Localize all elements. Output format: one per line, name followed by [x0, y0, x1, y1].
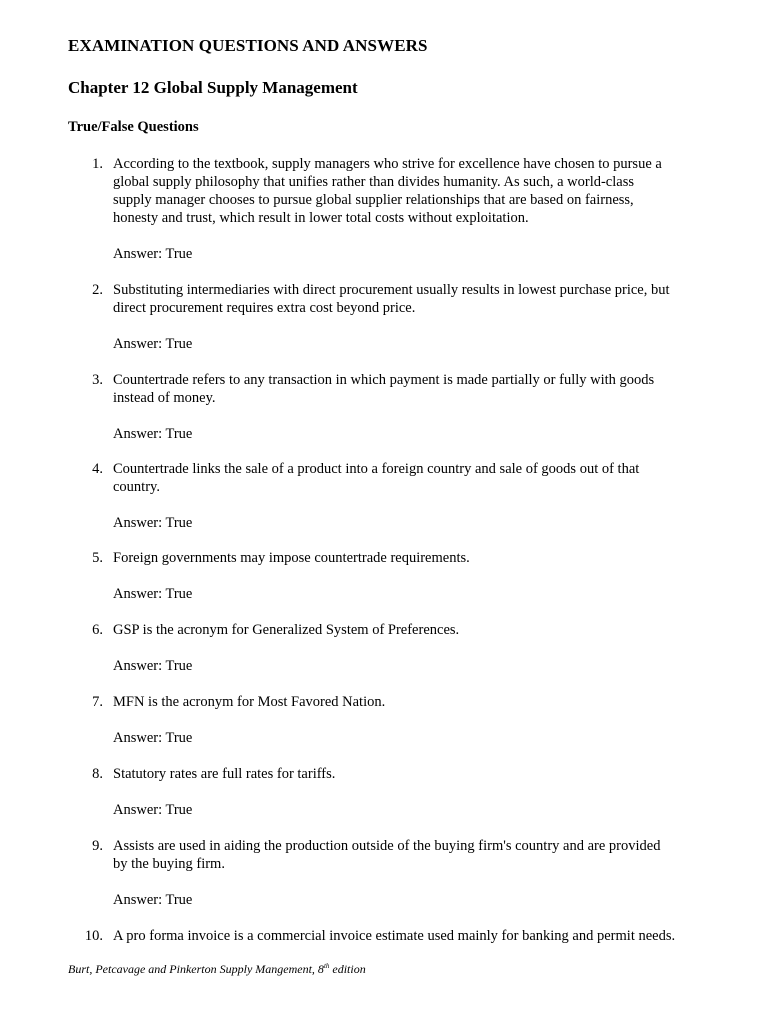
question-text-line: GSP is the acronym for Generalized System of Preferences.: [113, 622, 460, 638]
question-text-line: Countertrade links the sale of a product into a foreign country and sale of goods out of that: [113, 461, 640, 477]
question-answer: Answer: True: [113, 892, 193, 908]
question-answer: Answer: True: [113, 586, 193, 602]
question-number: 6.: [92, 622, 103, 638]
question-answer: Answer: True: [113, 658, 193, 674]
question-text-line: global supply philosophy that unifies rather than divides humanity. As such, a world-class: [113, 174, 634, 190]
question-text-line: According to the textbook, supply managers who strive for excellence have chosen to pursue a: [113, 156, 662, 172]
question-number: 10.: [84, 928, 103, 944]
question-text-line: Substituting intermediaries with direct procurement usually results in lowest purchase price, but: [113, 282, 670, 298]
question-text-line: MFN is the acronym for Most Favored Nation.: [113, 694, 386, 710]
question-text-line: Foreign governments may impose countertrade requirements.: [113, 550, 470, 566]
page-footer: [68, 962, 366, 977]
question-answer: Answer: True: [113, 336, 193, 352]
question-answer: Answer: True: [113, 246, 193, 262]
question-text-line: country.: [113, 479, 160, 495]
question-number: 7.: [92, 694, 103, 710]
question-text-line: A pro forma invoice is a commercial invoice estimate used mainly for banking and permit needs.: [113, 928, 676, 944]
chapter-title: Chapter 12 Global Supply Management: [68, 78, 358, 97]
question-answer: Answer: True: [113, 426, 193, 442]
question-text-line: honesty and trust, which result in lower total costs without exploitation.: [113, 210, 529, 226]
footer-superscript: th: [323, 962, 330, 970]
question-answer: Answer: True: [113, 515, 193, 531]
question-text-line: supply manager chooses to pursue global supplier relationships that are based on fairness,: [113, 192, 634, 208]
question-number: 1.: [92, 156, 103, 172]
question-text-line: Countertrade refers to any transaction in which payment is made partially or fully with goods: [113, 372, 655, 388]
question-text-line: Statutory rates are full rates for tariffs.: [113, 766, 336, 782]
section-title: True/False Questions: [68, 119, 199, 135]
footer-text: Burt, Petcavage and Pinkerton Supply Mangement, 8: [68, 962, 324, 976]
question-number: 5.: [92, 550, 103, 566]
question-text-line: Assists are used in aiding the production outside of the buying firm's country and are provided: [113, 838, 661, 854]
question-number: 4.: [92, 461, 103, 477]
question-text-line: instead of money.: [113, 390, 216, 406]
question-number: 9.: [92, 838, 103, 854]
question-number: 2.: [92, 282, 103, 298]
question-text-line: by the buying firm.: [113, 856, 225, 872]
question-number: 8.: [92, 766, 103, 782]
document-title: EXAMINATION QUESTIONS AND ANSWERS: [68, 36, 428, 55]
question-answer: Answer: True: [113, 802, 193, 818]
question-number: 3.: [92, 372, 103, 388]
question-text-line: direct procurement requires extra cost beyond price.: [113, 300, 416, 316]
question-answer: Answer: True: [113, 730, 193, 746]
footer-text-end: edition: [329, 962, 366, 976]
